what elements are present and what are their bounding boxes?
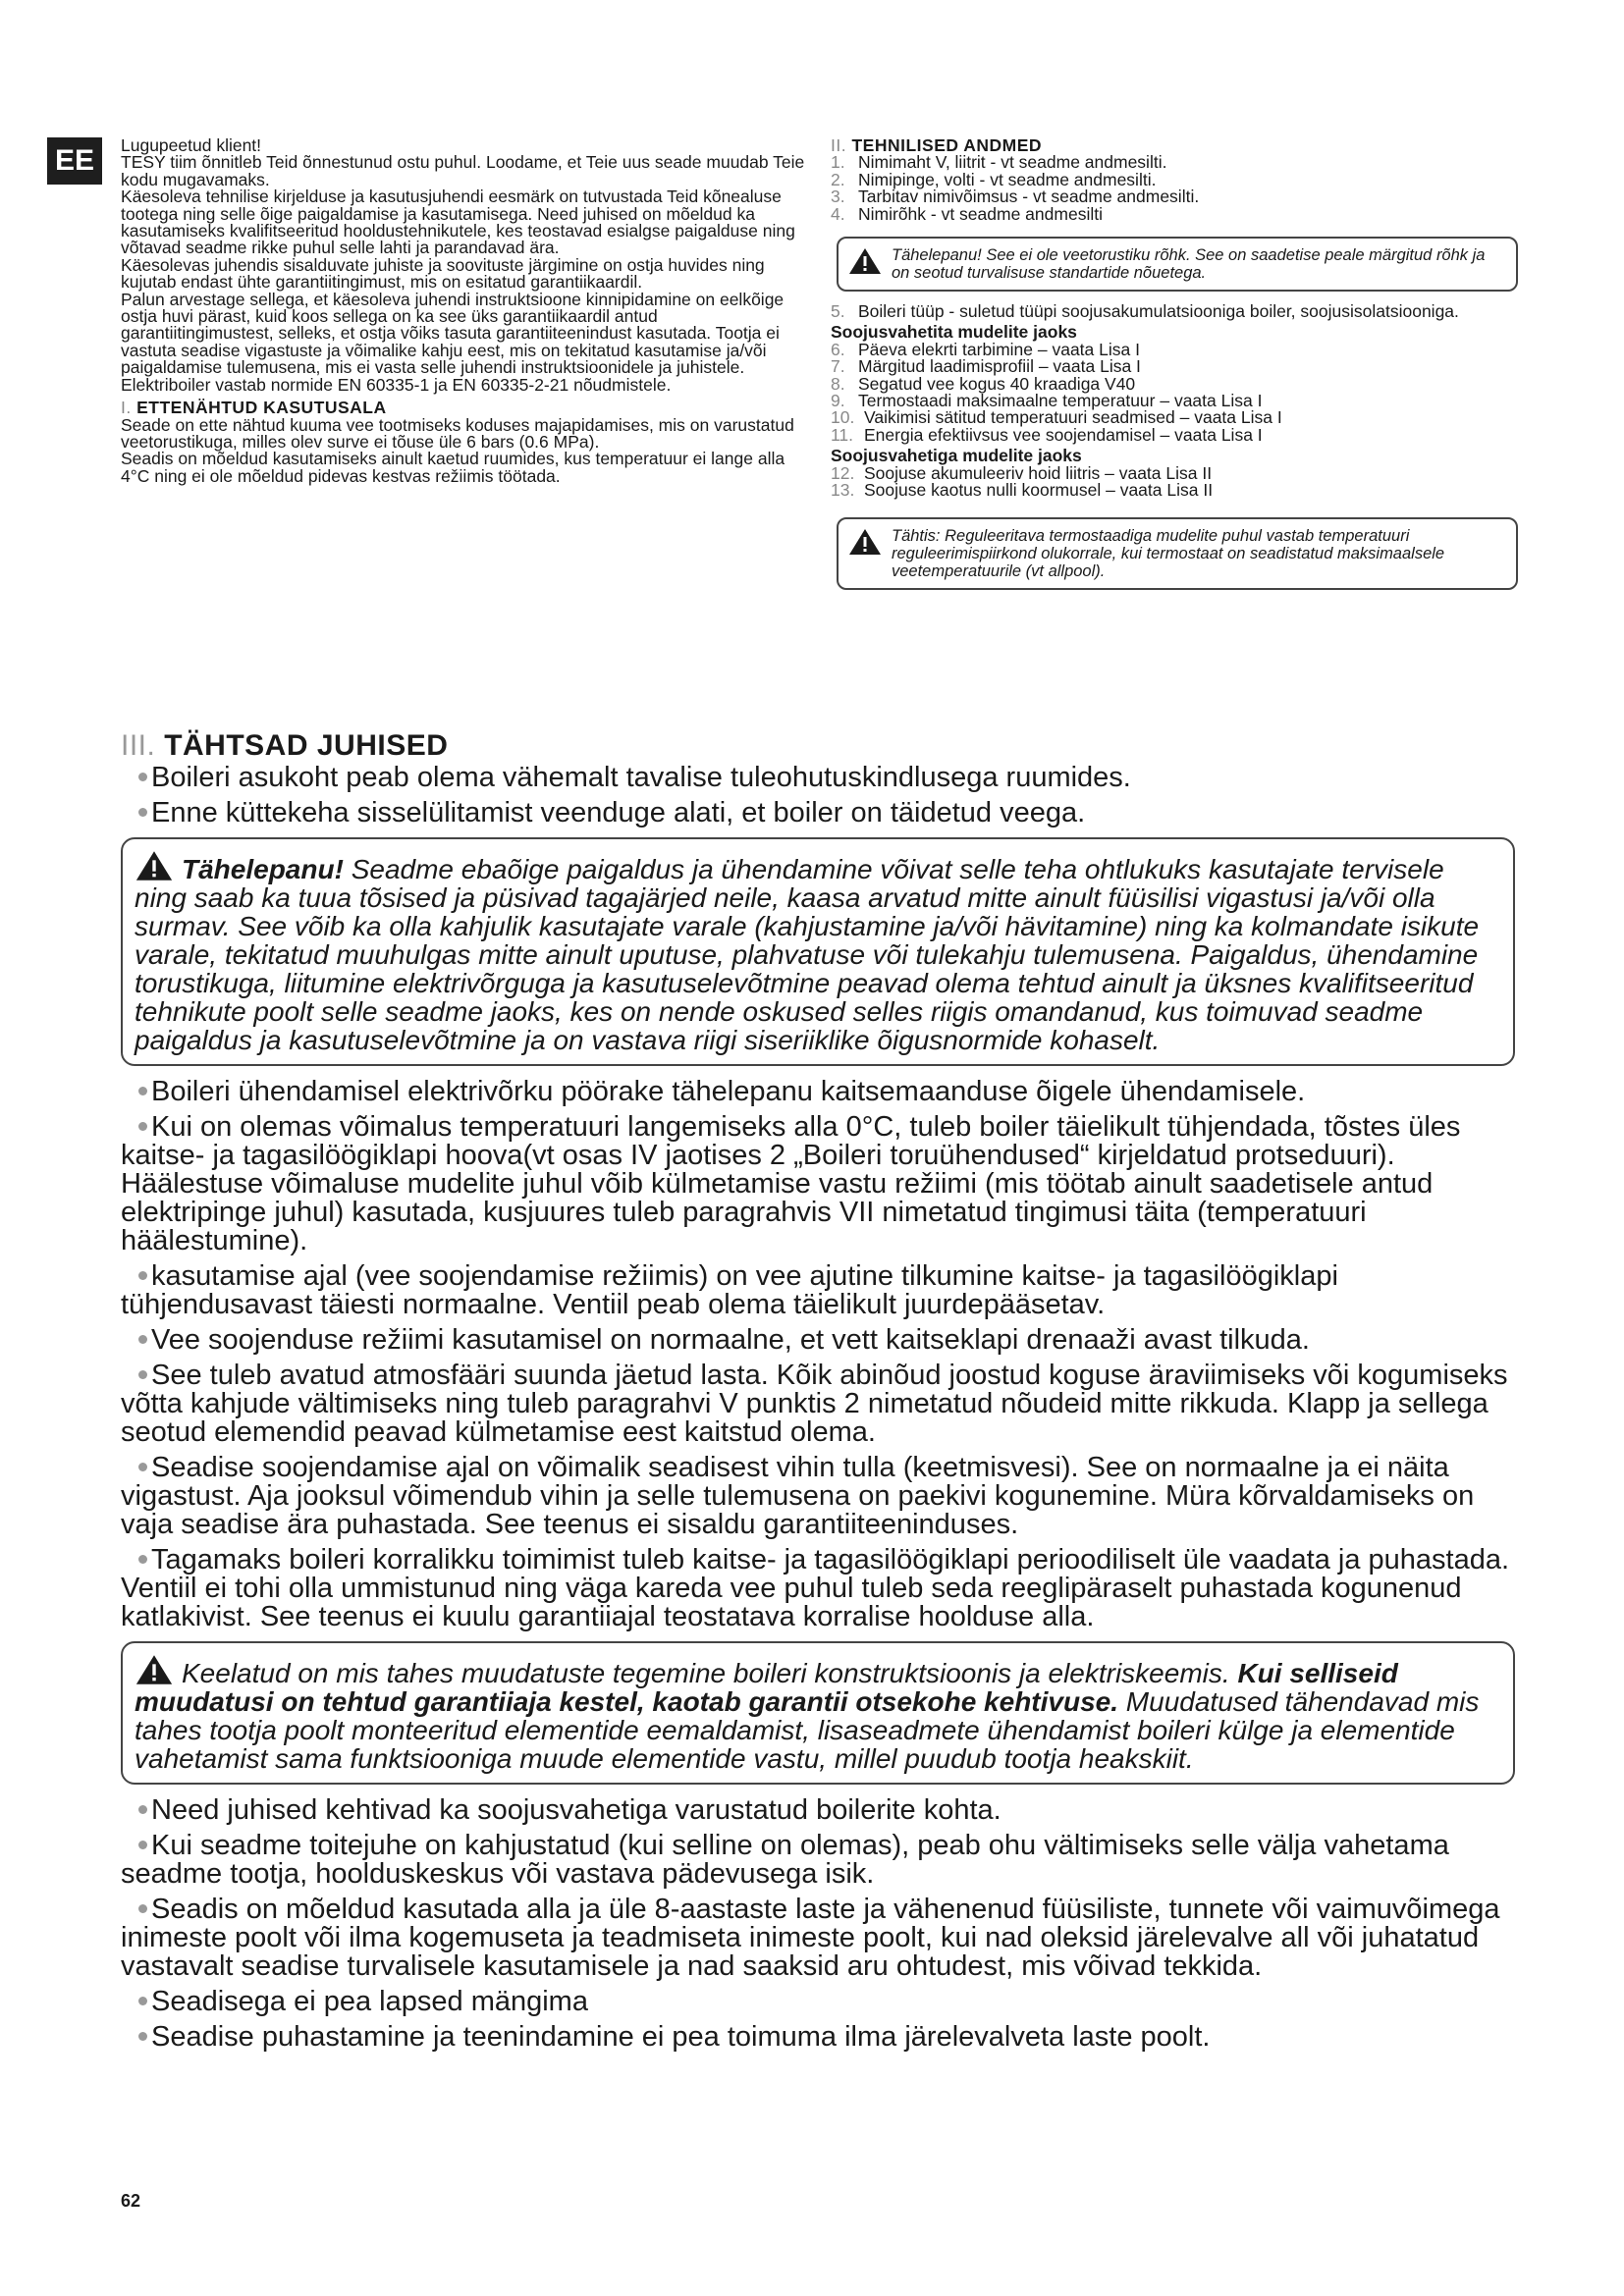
instruction-text: See tuleb avatud atmosfääri suunda jäetud lasta. Kõik abinõud joostud koguse äraviimiseks või kogumiseks võtta kahjude vältimiseks ning tuleb paragrahvi V punktis 2 nimetatud nõudeid mitte rikkuda. Klapp ja sellega seotud elemendid peavad külmetamise eest kaitstud olema. bbox=[121, 1360, 1508, 1448]
intro-paragraph: Käesolevas juhendis sisalduvate juhiste ja soovituste järgimine on ostja huvides ning kujutab endast ühte garantiitingimust, mis on esitatud garantiikaardil. bbox=[121, 254, 765, 293]
intro-paragraph: TESY tiim õnnitleb Teid õnnestunud ostu puhul. Loodame, et Teie uus seade muudab Teie kodu mugavamaks. bbox=[121, 152, 805, 189]
instruction-text: Seadise puhastamine ja teenindamine ei pea toimuma ilma järelevalveta laste poolt. bbox=[151, 2021, 1211, 2053]
subheading-no-exchanger: Soojusvahetita mudelite jaoks bbox=[831, 322, 1077, 343]
item-text: Tarbitav nimivõimsus - vt seadme andmesilti. bbox=[858, 187, 1200, 207]
bullet-icon bbox=[138, 808, 147, 817]
bullet-icon bbox=[138, 1122, 147, 1131]
bullet-icon bbox=[138, 1904, 147, 1913]
intro-greeting: Lugupeetud klient! bbox=[121, 135, 262, 155]
item-text: Päeva elekrti tarbimine – vaata Lisa I bbox=[858, 339, 1140, 359]
item-number: 11. bbox=[831, 424, 854, 445]
item-number: 7. bbox=[831, 356, 845, 377]
section-1-paragraph: Seadis on mõeldud kasutamiseks ainult kaetud ruumides, kus temperatuur ei lange alla 4°C ning ei ole mõeldud pidevas kestvas režiimis töötada. bbox=[121, 449, 785, 486]
bullet-icon bbox=[138, 1370, 147, 1379]
spec-list-b bbox=[831, 339, 1518, 445]
item-number: 5. bbox=[831, 301, 845, 322]
instruction-item bbox=[121, 1326, 1515, 1355]
list-item bbox=[831, 482, 1518, 499]
instruction-item bbox=[121, 764, 1515, 792]
instruction-item bbox=[121, 799, 1515, 828]
modification-warning-box bbox=[121, 1641, 1515, 1785]
section-1-heading bbox=[121, 400, 808, 416]
item-text: Boileri tüüp - suletud tüüpi soojusakumulatsiooniga boiler, soojusisolatsiooniga. bbox=[858, 301, 1459, 322]
instruction-item bbox=[121, 1796, 1515, 1825]
instruction-text: Need juhised kehtivad ka soojusvahetiga varustatud boilerite kohta. bbox=[151, 1794, 1001, 1826]
instruction-text: Boileri asukoht peab olema vähemalt tavalise tuleohutuskindlusega ruumides. bbox=[151, 762, 1131, 793]
instruction-text: Vee soojenduse režiimi kasutamisel on normaalne, et vett kaitseklapi drenaaži avast tilkuda. bbox=[151, 1324, 1310, 1356]
instruction-item bbox=[121, 1454, 1515, 1539]
instruction-text: Seadis on mõeldud kasutada alla ja üle 8-aastaste laste ja vähenenud füüsiliste, tunnete või vaimuvõimega inimeste poolt või ilma kogemuseta ja teadmiseta inimeste poolt, kui nad oleksid järelevalve all või juhatatud vastavalt seadise turvalisele kasutamisele ja nad saaksid aru ohtudest, mis võivad tekkida. bbox=[121, 1894, 1500, 1982]
instruction-text: Kui seadme toitejuhe on kahjustatud (kui selline on olemas), peab ohu vältimiseks selle välja vahetama seadme tootja, hoolduskeskus või vastava pädevusega isik. bbox=[121, 1830, 1449, 1890]
instruction-text: Enne küttekeha sisselülitamist veenduge alati, et boiler on täidetud veega. bbox=[151, 797, 1086, 828]
item-text: Soojuse kaotus nulli koormusel – vaata Lisa II bbox=[864, 480, 1214, 501]
instruction-item bbox=[121, 1113, 1515, 1255]
list-item bbox=[831, 303, 1518, 320]
item-text: Nimimaht V, liitrit - vt seadme andmesilti. bbox=[858, 152, 1167, 173]
bullet-icon bbox=[138, 1555, 147, 1564]
section-3-title: TÄHTSAD JUHISED bbox=[164, 729, 449, 762]
section-2-number: II. bbox=[831, 135, 847, 155]
bullet-icon bbox=[138, 1271, 147, 1280]
bullet-icon bbox=[138, 1335, 147, 1344]
item-number: 3. bbox=[831, 187, 845, 207]
warning-bold-text: Kui selliseid muudatusi on tehtud garantiiaja kestel, kaotab garantii otsekohe kehtivuse. bbox=[135, 1658, 1398, 1717]
item-text: Soojuse akumuleeriv hoid liitris – vaata Lisa II bbox=[864, 462, 1213, 483]
bullet-icon bbox=[138, 1463, 147, 1471]
page-number: 62 bbox=[121, 2191, 141, 2211]
item-text: Märgitud laadimisprofiil – vaata Lisa I bbox=[858, 356, 1141, 377]
bullet-icon bbox=[138, 2032, 147, 2041]
instruction-item bbox=[121, 1896, 1515, 1981]
list-item bbox=[831, 424, 1518, 445]
warning-icon bbox=[135, 849, 174, 882]
item-number: 4. bbox=[831, 203, 845, 224]
pressure-note-box bbox=[837, 237, 1518, 292]
right-column bbox=[831, 137, 1518, 602]
warning-text: Seadme ebaõige paigaldus ja ühendamine võivat selle teha ohtlukuks kasutajate tervisele ning saab ka tuua tõsised ja püsivad tagajärjed neile, kaasa arvatud mitte ainult füüsilisi vigastusi ja/või olla surmav. See võib ka olla kahjulik kasutajate varale (kahjustamine ja/või hävitamine) ning ka kolmandate isikute varale, tekitatud muuhulgas mitte ainult uputuse, plahvatuse või tulekahju tulemusena. Paigaldus, ühendamine torustikuga, liitumine elektrivõrguga ja kasutuselevõtmine peavad olema tehtud ainult ja üksnes kvalifitseeritud tehnikute poolt selle seadme jaoks, kes on nende oskused selles riigis omandanud, kus toimuvad seadme paigaldus ja kasutuselevõtmine ja on vastava riigi siseriiklike õigusnormide kohaselt. bbox=[135, 854, 1480, 1055]
item-text: Vaikimisi sätitud temperatuuri seadmised – vaata Lisa I bbox=[864, 407, 1282, 428]
item-text: Nimirõhk - vt seadme andmesilti bbox=[858, 203, 1103, 224]
item-number: 6. bbox=[831, 339, 845, 359]
section-3-heading bbox=[121, 731, 1515, 760]
bullet-icon bbox=[138, 1841, 147, 1849]
instruction-item bbox=[121, 1362, 1515, 1447]
instruction-text: Kui on olemas võimalus temperatuuri langemiseks alla 0°C, tuleb boiler täielikult tühjendada, tõstes üles kaitse- ja tagasilöögiklapi hoova(vt osas IV jaotises 2 „Boileri toruühendused“ kirjeldatud protseduuri). Häälestuse võimaluse mudelite juhul võib külmetamise vastu režiimi (mis töötab ainult saadetisele antud elektripinge juhul) kasutada, kusjuures tuleb paragrahvis VII nimetatud tingimusi täita (temperatuuri häälestumine). bbox=[121, 1111, 1461, 1256]
instruction-item bbox=[121, 1078, 1515, 1106]
spec-list-c bbox=[831, 462, 1518, 501]
item-number: 12. bbox=[831, 462, 855, 483]
instruction-item bbox=[121, 2023, 1515, 2052]
item-number: 1. bbox=[831, 152, 845, 173]
pressure-note-text: Tähelepanu! See ei ole veetorustiku rõhk. See on saadetise peale märgitud rõhk ja on seotud turvalisuse standartide nõuetega. bbox=[892, 246, 1486, 283]
section-1-paragraph: Seade on ette nähtud kuuma vee tootmiseks koduses majapidamises, mis on varustatud veetorustikuga, milles olev surve ei tõuse üle 6 bars (0.6 MPa). bbox=[121, 414, 794, 452]
item-number: 10. bbox=[831, 407, 855, 428]
item-number: 2. bbox=[831, 169, 845, 189]
section-2-title: TEHNILISED ANDMED bbox=[851, 135, 1043, 155]
bullet-icon bbox=[138, 1997, 147, 2005]
section-3-number: III. bbox=[121, 729, 156, 762]
warning-icon bbox=[848, 246, 882, 276]
section-1-title: ETTENÄHTUD KASUTUSALA bbox=[136, 398, 387, 418]
warning-icon bbox=[848, 527, 882, 557]
section-1-number: I. bbox=[121, 398, 132, 418]
bullet-icon bbox=[138, 1805, 147, 1814]
instruction-text: Seadisega ei pea lapsed mängima bbox=[151, 1986, 588, 2017]
item-text: Termostaadi maksimaalne temperatuur – vaata Lisa I bbox=[858, 391, 1263, 411]
intro-paragraph: Käesoleva tehnilise kirjelduse ja kasutusjuhendi eesmärk on tutvustada Teid kõnealuse tootega ning selle õige paigaldamise ja kasutamisega. Need juhised on mõeldud ka kasutamiseks kvalifitseeritud hooldustehnikutele, kes teostavad esialgse paigalduse ning võtavad seadme rikke puhul selle lahti ja parandavad ära. bbox=[121, 187, 795, 258]
list-item bbox=[831, 188, 1518, 205]
instruction-item bbox=[121, 1988, 1515, 2016]
instruction-item bbox=[121, 1832, 1515, 1889]
language-tab: EE bbox=[47, 137, 102, 185]
item-number: 13. bbox=[831, 480, 855, 501]
bullet-icon bbox=[138, 1087, 147, 1095]
list-item bbox=[831, 203, 1518, 224]
instruction-item bbox=[121, 1546, 1515, 1631]
item-text: Segatud vee kogus 40 kraadiga V40 bbox=[858, 373, 1136, 394]
instruction-text: Seadise soojendamise ajal on võimalik seadisest vihin tulla (keetmisvesi). See on normaalne ja ei näita vigastust. Aja jooksul võimendub vihin ja selle tulemusena on paekivi kogunemine. Müra kõrvaldamiseks on vaja seadise ära puhastada. See teenus ei sisaldu garantiiteeninduses. bbox=[121, 1452, 1475, 1540]
subheading-with-exchanger: Soojusvahetiga mudelite jaoks bbox=[831, 446, 1082, 466]
item-number: 8. bbox=[831, 373, 845, 394]
item-number: 9. bbox=[831, 391, 845, 411]
left-column bbox=[121, 137, 808, 485]
warning-text: Keelatud on mis tahes muudatuste tegemine boileri konstruktsioonis ja elektriskeemis. bbox=[182, 1658, 1238, 1688]
spec-list-5 bbox=[831, 303, 1518, 320]
instruction-item bbox=[121, 1262, 1515, 1319]
instruction-text: kasutamise ajal (vee soojendamise režiimis) on vee ajutine tilkumine kaitse- ja tagasilöögiklapi tühjendusavast täiesti normaalne. Ventiil peab olema täielikult juurdepääsetav. bbox=[121, 1260, 1338, 1320]
thermostat-note-box bbox=[837, 517, 1518, 590]
thermostat-note-text: Tähtis: Reguleeritava termostaadiga mudelite puhul vastab temperatuuri reguleerimispiirkond olukorrale, kui termostaat on seadistatud maksimaalsele veetemperatuurile (vt allpool). bbox=[892, 526, 1445, 580]
warning-text: Muudatused tähendavad mis tahes tootja poolt monteeritud elementide eemaldamist, lisaseadmete ühendamist boileri külge ja elementide vahetamist sama funktsiooniga muude elementide vastu, millel puudub tootja heakskiit. bbox=[135, 1686, 1480, 1774]
instruction-text: Tagamaks boileri korralikku toimimist tuleb kaitse- ja tagasilöögiklapi perioodiliselt üle vaadata ja puhastada. Ventiil ei tohi olla ummistunud ning väga kareda vee puhul tuleb seda reeglipäraselt puhastada kogunenud katlakivist. See teenus ei kuulu garantiiajal teostatava korralise hoolduse alla. bbox=[121, 1544, 1510, 1632]
item-text: Nimipinge, volti - vt seadme andmesilti. bbox=[858, 169, 1157, 189]
intro-paragraph: Elektriboiler vastab normide EN 60335-1 ja EN 60335-2-21 nõudmistele. bbox=[121, 374, 672, 395]
warning-lead: Tähelepanu! bbox=[182, 854, 344, 884]
installation-warning-box bbox=[121, 837, 1515, 1066]
item-text: Energia efektiivsus vee soojendamisel – vaata Lisa I bbox=[864, 424, 1263, 445]
instruction-text: Boileri ühendamisel elektrivõrku pöörake tähelepanu kaitsemaanduse õigele ühendamisele. bbox=[151, 1076, 1306, 1107]
spec-list-a bbox=[831, 154, 1518, 223]
warning-icon bbox=[135, 1653, 174, 1686]
intro-paragraph: Palun arvestage sellega, et käesoleva juhendi instruktsioone kinnipidamine on eelkõige ostja huvi pärast, kuid koos sellega on ka see üks garantiikaardil antud garantiitingimustest, selleks, et ostja võiks tasuta garantiiteenindust kasutada. Tootja ei vastuta seadise vigastuste ja võimalike kahju eest, mis on tekitatud kasutamise ja/või paigaldamise tulemusena, mis ei vasta selle juhendi instruktsioonidele ja juhistele. bbox=[121, 289, 785, 378]
bullet-icon bbox=[138, 773, 147, 781]
section-3 bbox=[121, 731, 1515, 2058]
